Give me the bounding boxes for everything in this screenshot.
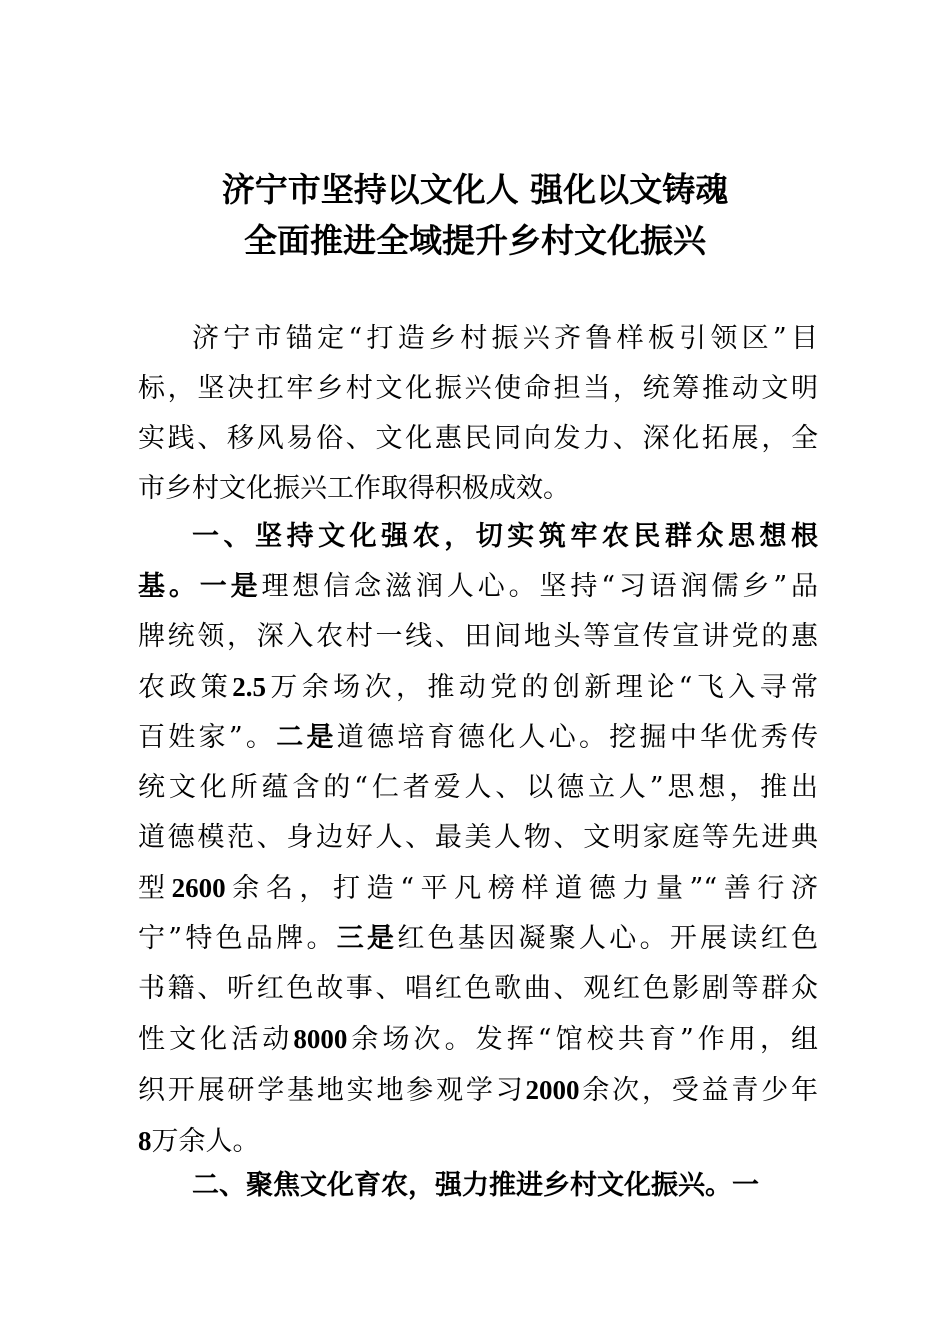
- document-title-line-1: 济宁市坚持以文化人 强化以文铸魂: [221, 170, 729, 209]
- number-value: 2600: [171, 873, 226, 903]
- paragraph-line: 济宁市锚定“打造乡村振兴齐鲁样板引领区”目: [192, 323, 818, 354]
- paragraph-line: 市乡村文化振兴工作取得积极成效。: [138, 473, 570, 504]
- paragraph-line: 统文化所蕴含的“仁者爱人、以德立人”思想，推出: [138, 772, 818, 803]
- paragraph-line: 标，坚决扛牢乡村文化振兴使命担当，统筹推动文明: [138, 373, 818, 404]
- text-run: 万余人。: [151, 1126, 260, 1157]
- paragraph-intro: [138, 314, 818, 514]
- paragraph-line: [138, 562, 818, 612]
- text-run: 农政策: [138, 672, 233, 703]
- paragraph-section-1: [138, 512, 818, 1167]
- document-title-line-2: 全面推进全域提升乡村文化振兴: [244, 221, 706, 260]
- text-run: 余场次。发挥“馆校共育”作用，组: [347, 1024, 819, 1055]
- paragraph-line: 实践、移风易俗、文化惠民同向发力、深化拓展，全: [138, 423, 818, 454]
- paragraph-line: [138, 713, 818, 763]
- point-label-1: 一是: [199, 571, 262, 602]
- paragraph-line: 道德模范、身边好人、最美人物、文明家庭等先进典: [138, 822, 818, 853]
- number-value: 8: [138, 1126, 152, 1156]
- point-label-2: 二是: [276, 722, 337, 753]
- text-run: 万余场次，推动党的创新理论“飞入寻常: [265, 672, 819, 703]
- section-heading: 二、聚焦文化育农，强力推进乡村文化振兴。一: [192, 1170, 759, 1201]
- text-run: 余次，受益青少年: [579, 1075, 819, 1106]
- text-run: 型: [138, 873, 172, 904]
- number-value: 2000: [525, 1075, 580, 1105]
- text-run: 百姓家”。: [138, 722, 277, 753]
- paragraph-line: [138, 863, 818, 914]
- paragraph-line: [138, 1065, 818, 1116]
- section-heading: 一、坚持文化强农，切实筑牢农民群众思想根: [192, 521, 818, 552]
- paragraph-line: 书籍、听红色故事、唱红色歌曲、观红色影剧等群众: [138, 973, 818, 1004]
- paragraph-line: [138, 662, 818, 713]
- point-label-3: 三是: [336, 923, 398, 954]
- section-heading-end: 基。: [138, 571, 200, 602]
- text-run: 余名，打造“平凡榜样道德力量”“善行济: [225, 873, 818, 904]
- text-run: 性文化活动: [138, 1024, 294, 1055]
- text-run: 道德培育德化人心。挖掘中华优秀传: [336, 722, 818, 753]
- text-run: 织开展研学基地实地参观学习: [138, 1075, 526, 1106]
- paragraph-line: 牌统领，深入农村一线、田间地头等宣传宣讲党的惠: [138, 621, 818, 652]
- paragraph-line: [138, 1116, 818, 1167]
- paragraph-section-2: [138, 1161, 818, 1211]
- text-run: 红色基因凝聚人心。开展读红色: [397, 923, 818, 954]
- number-value: 8000: [293, 1024, 348, 1054]
- paragraph-line: [138, 914, 818, 964]
- paragraph-line: [138, 1014, 818, 1065]
- number-value: 2.5: [232, 672, 266, 702]
- text-run: 理想信念滋润人心。坚持“习语润儒乡”品: [261, 571, 819, 602]
- text-run: 宁”特色品牌。: [138, 923, 337, 954]
